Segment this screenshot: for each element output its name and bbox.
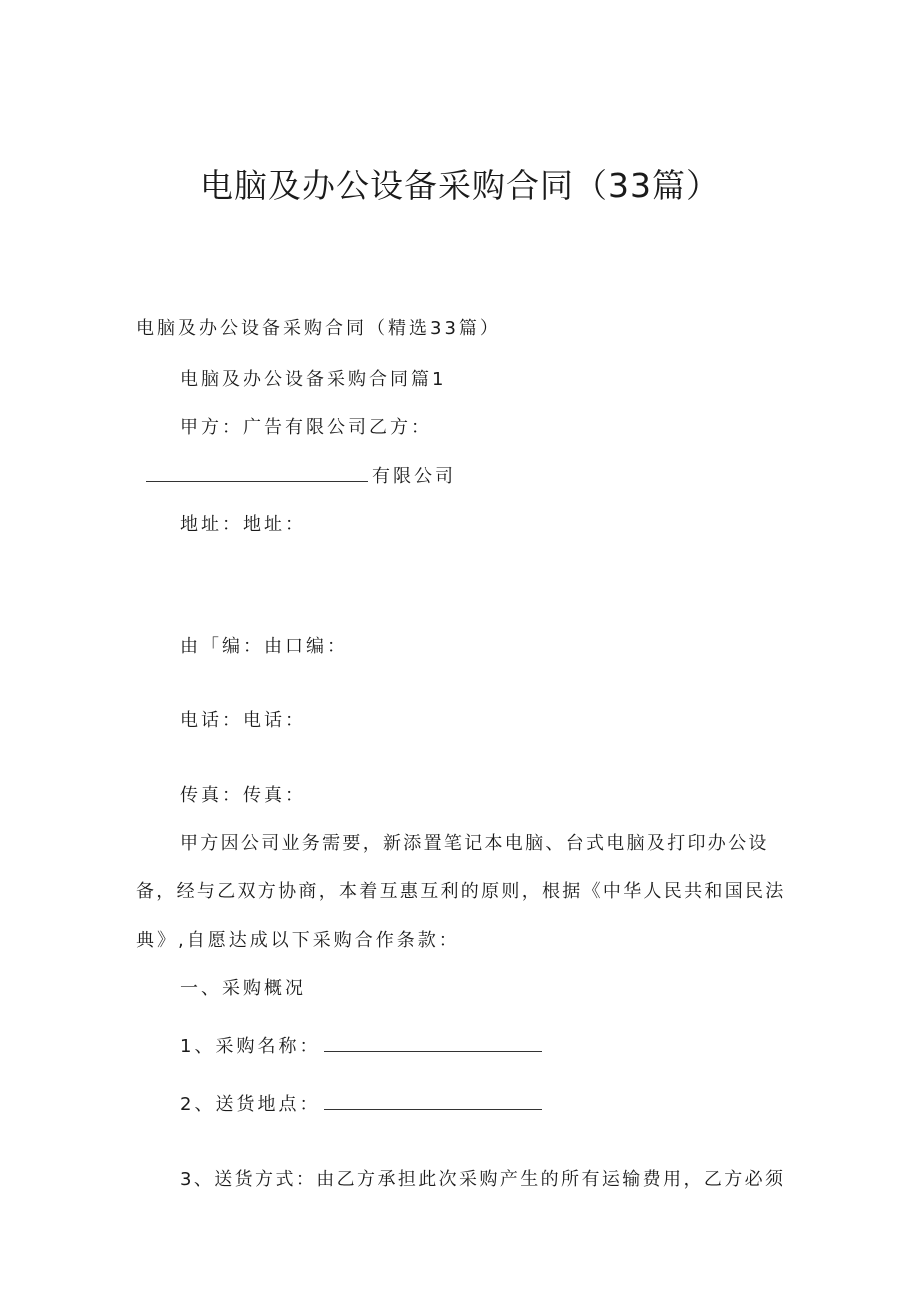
intro-line-1: 甲方因公司业务需要，新添置笔记本电脑、台式电脑及打印办公设 (180, 833, 769, 854)
item-3: 3、送货方式：由乙方承担此次采购产生的所有运输费用，乙方必须 (180, 1169, 786, 1190)
party-line: 甲方：广告有限公司乙方： (180, 417, 432, 438)
item-1-label: 1、采购名称： (180, 1036, 321, 1057)
document-title: 电脑及办公设备采购合同（33篇） (200, 166, 720, 205)
clause-heading: 一、采购概况 (180, 978, 306, 999)
item-1 (180, 1032, 546, 1058)
item-2-blank (324, 1108, 542, 1110)
company-line (146, 462, 456, 488)
item-2 (180, 1090, 546, 1116)
intro-line-3: 典》,自愿达成以下采购合作条款： (136, 930, 460, 951)
company-suffix: 有限公司 (372, 466, 456, 487)
phone-line: 电话：电话： (180, 710, 306, 731)
postcode-line: 由「编：由口编： (180, 636, 348, 657)
section-heading: 电脑及办公设备采购合同篇1 (180, 369, 447, 390)
fax-line: 传真：传真： (180, 785, 306, 806)
document-subtitle: 电脑及办公设备采购合同（精选33篇） (136, 318, 501, 339)
item-1-blank (324, 1050, 542, 1052)
company-name-blank (146, 480, 368, 482)
intro-line-2: 备，经与乙双方协商，本着互惠互利的原则，根据《中华人民共和国民法 (136, 881, 786, 902)
address-line: 地址：地址： (180, 514, 306, 535)
item-2-label: 2、送货地点： (180, 1094, 321, 1115)
